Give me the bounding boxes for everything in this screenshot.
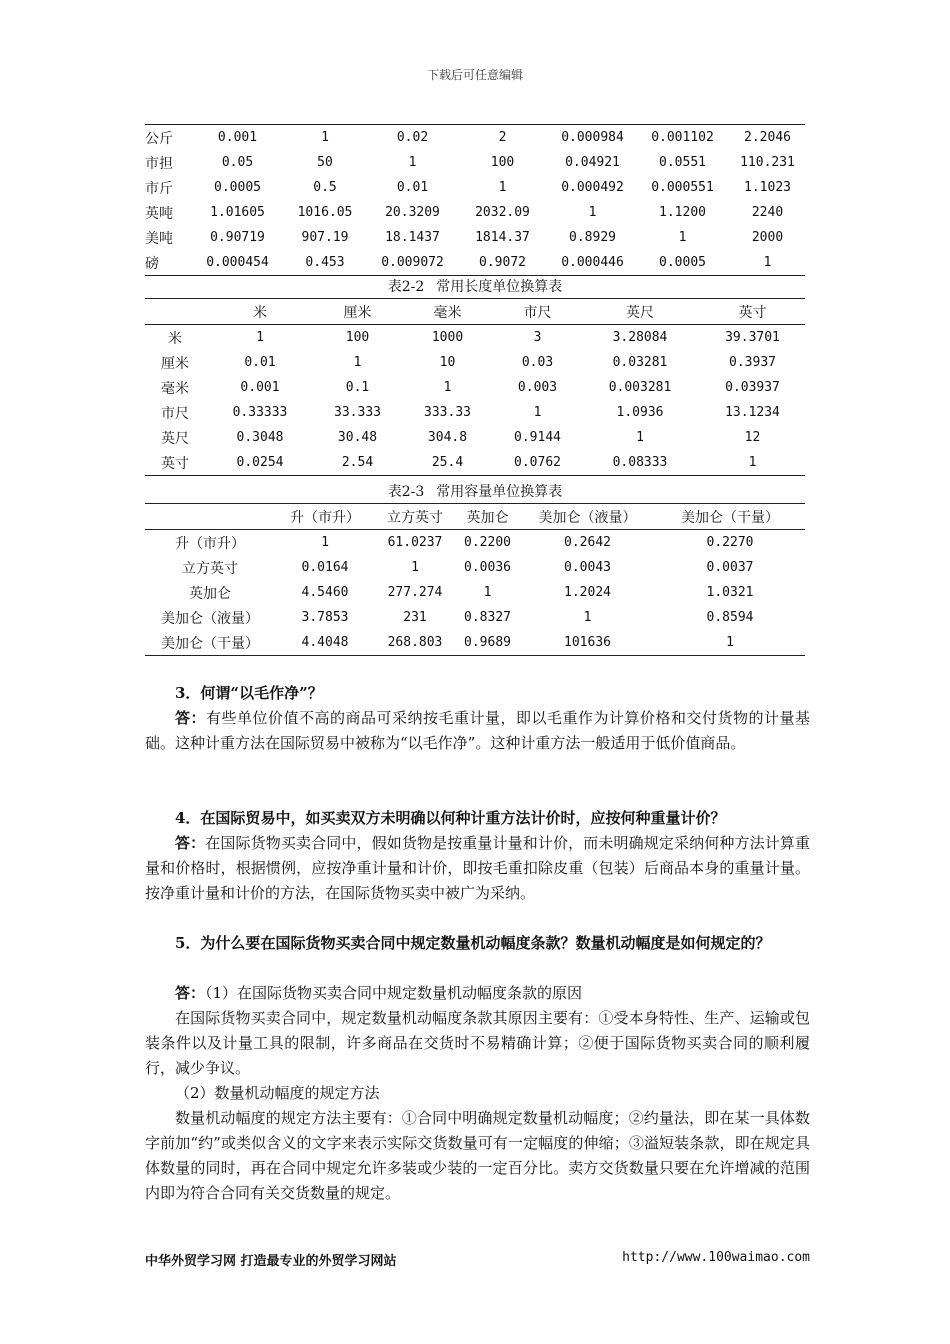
row-label: 市担 xyxy=(145,155,173,172)
table-cell: 1 xyxy=(353,355,362,370)
table-cell: 2000 xyxy=(751,230,784,245)
table-cell: 0.90719 xyxy=(210,230,265,245)
table-cell: 0.03 xyxy=(521,355,554,370)
table-cell: 0.2200 xyxy=(464,535,511,550)
table-row xyxy=(145,605,805,630)
table-row xyxy=(145,580,805,605)
question-3-answer: 答：有些单位价值不高的商品可采纳按毛重计量，即以毛重作为计算价格和交付货物的计量基础。这种计重方法在国际贸易中被称为“以毛作净”。这种计重方法一般适用于低价值商品。 xyxy=(145,709,810,752)
column-header xyxy=(145,299,205,325)
table-cell: 0.3048 xyxy=(236,430,284,445)
table-cell: 1.01605 xyxy=(210,205,265,220)
table-cell: 10 xyxy=(439,355,456,370)
table-cell: 1 xyxy=(321,535,329,550)
table-cell: 110.231 xyxy=(740,155,795,170)
table-cell: 12 xyxy=(744,430,761,445)
column-header: 市尺 xyxy=(495,299,580,325)
column-header: 英尺 xyxy=(580,299,700,325)
column-header: 毫米 xyxy=(400,299,495,325)
table-row xyxy=(145,225,805,250)
footer-site-name: 中华外贸学习网 打造最专业的外贸学习网站 xyxy=(145,1254,397,1269)
table-row xyxy=(145,530,805,556)
table-row xyxy=(145,325,805,351)
row-label: 厘米 xyxy=(161,355,189,372)
table-row xyxy=(145,425,805,450)
column-header xyxy=(145,504,275,530)
table-cell: 3.28084 xyxy=(612,330,668,345)
table-cell: 0.3937 xyxy=(729,355,776,370)
table-cell: 0.04921 xyxy=(565,155,620,170)
table-cell: 333.33 xyxy=(424,405,471,420)
table-cell: 0.9144 xyxy=(514,430,561,445)
table-cell: 0.0037 xyxy=(706,560,754,575)
table-cell: 1814.37 xyxy=(475,230,530,245)
table3-caption-title: 常用容量单位换算表 xyxy=(436,484,563,500)
table-row xyxy=(145,125,805,151)
table-cell: 231 xyxy=(403,610,427,625)
table-cell: 907.19 xyxy=(301,230,349,245)
row-label: 市斤 xyxy=(145,180,173,197)
table-cell: 0.9689 xyxy=(464,635,511,650)
question-4-title: 4．在国际贸易中，如买卖双方未明确以何种计重方法计价时，应按何种重量计价？ xyxy=(175,809,726,827)
table-row xyxy=(145,400,805,425)
column-header: 美加仑（干量） xyxy=(655,504,805,530)
table-cell: 2032.09 xyxy=(475,205,530,220)
table-cell: 1 xyxy=(763,255,772,270)
page-header: 下载后可任意编辑 xyxy=(426,68,523,82)
table-cell: 0.2270 xyxy=(706,535,754,550)
table-cell: 2240 xyxy=(751,205,784,220)
table-cell: 0.001102 xyxy=(651,130,714,145)
table-cell: 268.803 xyxy=(387,635,443,650)
table-cell: 0.08333 xyxy=(612,455,668,470)
table-cell: 1 xyxy=(678,230,687,245)
table-cell: 1016.05 xyxy=(297,205,353,220)
table-cell: 1 xyxy=(588,205,597,220)
table-cell: 101636 xyxy=(564,635,611,650)
table-cell: 13.1234 xyxy=(725,405,780,420)
table-cell: 0.003 xyxy=(517,380,558,395)
table2-caption-number: 表2-2 xyxy=(387,279,425,295)
table-cell: 0.2642 xyxy=(564,535,611,550)
row-label: 升（市升） xyxy=(175,535,245,552)
table-cell: 0.03937 xyxy=(725,380,780,395)
capacity-conversion-table xyxy=(145,503,805,656)
table-row xyxy=(145,630,805,656)
table-cell: 2 xyxy=(498,130,507,145)
table-cell: 1.1023 xyxy=(744,180,791,195)
table-cell: 1.2024 xyxy=(564,585,611,600)
table-cell: 1 xyxy=(498,180,507,195)
table-cell: 0.0005 xyxy=(659,255,706,270)
table-cell: 1.1200 xyxy=(659,205,706,220)
footer-url[interactable]: http://www.100waimao.com xyxy=(622,1250,810,1265)
table-cell: 0.000984 xyxy=(561,130,624,145)
table-cell: 0.8929 xyxy=(569,230,616,245)
answer-label: 答： xyxy=(175,984,206,1002)
table-cell: 0.003281 xyxy=(608,380,672,395)
table2-caption-title: 常用长度单位换算表 xyxy=(436,279,563,295)
answer-label: 答： xyxy=(175,709,206,727)
table-cell: 3 xyxy=(533,330,542,345)
row-label: 美加仑（干量） xyxy=(161,635,259,652)
table-cell: 0.0164 xyxy=(301,560,349,575)
question-4-answer: 答：在国际货物买卖合同中，假如货物是按重量计量和计价，而未明确规定采纳何种方法计算重量和价格时，根据惯例，应按净重计量和计价，即按毛重扣除皮重（包装）后商品本身的重量计量。按净重计量和计价的方法，在国际货物买卖中被广为采纳。 xyxy=(145,834,810,902)
table-cell: 0.1 xyxy=(345,380,370,395)
table-cell: 0.001 xyxy=(217,130,258,145)
table-cell: 100 xyxy=(490,155,515,170)
table-row xyxy=(145,200,805,225)
table-cell: 277.274 xyxy=(387,585,443,600)
table-cell: 0.0043 xyxy=(564,560,611,575)
table-row xyxy=(145,375,805,400)
table-cell: 0.0036 xyxy=(464,560,511,575)
column-header: 厘米 xyxy=(315,299,400,325)
table-cell: 0.001 xyxy=(240,380,280,395)
table-cell: 0.453 xyxy=(305,255,345,270)
table-row xyxy=(145,250,805,276)
table-cell: 0.8594 xyxy=(706,610,754,625)
table-cell: 1 xyxy=(411,560,419,575)
table-cell: 0.8327 xyxy=(464,610,511,625)
question-5-paragraph-2: 数量机动幅度的规定方法主要有：①合同中明确规定数量机动幅度；②约量法，即在某一具体数字前加“约”或类似含义的文字来表示实际交货数量可有一定幅度的伸缩；③溢短装条款，即在规定具体数量的同时，再在合同中规定允许多装或少装的一定百分比。卖方交货数量只要在允许增减的范围内即为符合合同有关交货数量的规定。 xyxy=(145,1109,810,1202)
row-label: 磅 xyxy=(145,255,159,272)
table-cell: 1 xyxy=(748,455,757,470)
table-cell: 4.4048 xyxy=(301,635,349,650)
table-cell: 1 xyxy=(256,330,264,345)
row-label: 英尺 xyxy=(161,430,189,447)
table-cell: 0.0762 xyxy=(514,455,561,470)
table-cell: 30.48 xyxy=(337,430,378,445)
table-cell: 0.000454 xyxy=(206,255,269,270)
table-cell: 1000 xyxy=(431,330,464,345)
table-cell: 0.000446 xyxy=(561,255,624,270)
row-label: 英加仑 xyxy=(189,585,231,602)
table-cell: 0.01 xyxy=(396,180,429,195)
row-label: 米 xyxy=(168,330,182,347)
table-cell: 4.5460 xyxy=(301,585,349,600)
table-cell: 0.000492 xyxy=(561,180,624,195)
table-cell: 0.9072 xyxy=(479,255,526,270)
table-cell: 1 xyxy=(408,155,417,170)
table-cell: 0.009072 xyxy=(381,255,444,270)
table-cell: 0.03281 xyxy=(612,355,668,370)
row-label: 公斤 xyxy=(145,130,173,147)
row-label: 市尺 xyxy=(161,405,189,422)
table-row xyxy=(145,555,805,580)
table2-caption xyxy=(145,276,805,296)
table-cell: 0.0551 xyxy=(659,155,706,170)
table-cell: 1 xyxy=(583,610,592,625)
weight-conversion-table xyxy=(145,124,805,276)
column-header: 立方英寸 xyxy=(375,504,455,530)
question-5-subheading-2: （2）数量机动幅度的规定方法 xyxy=(175,1084,380,1102)
table-cell: 0.02 xyxy=(396,130,429,145)
row-label: 英吨 xyxy=(145,205,173,222)
table-cell: 1 xyxy=(636,430,644,445)
table-row xyxy=(145,150,805,175)
length-conversion-table xyxy=(145,298,805,476)
column-header: 升（市升） xyxy=(275,504,375,530)
table-cell: 1 xyxy=(533,405,542,420)
table3-caption-number: 表2-3 xyxy=(387,484,425,500)
table-cell: 0.33333 xyxy=(232,405,288,420)
table-cell: 39.3701 xyxy=(725,330,780,345)
table-cell: 25.4 xyxy=(431,455,464,470)
table-cell: 3.7853 xyxy=(301,610,349,625)
table-cell: 20.3209 xyxy=(385,205,440,220)
row-label: 立方英寸 xyxy=(182,560,238,577)
table-cell: 2.2046 xyxy=(744,130,791,145)
column-header: 米 xyxy=(205,299,315,325)
table-cell: 1 xyxy=(443,380,452,395)
table-cell: 1 xyxy=(321,130,329,145)
table-cell: 0.000551 xyxy=(651,180,714,195)
table3-caption xyxy=(145,481,805,501)
table-cell: 100 xyxy=(345,330,370,345)
table-row xyxy=(145,350,805,375)
table-row xyxy=(145,175,805,200)
table-cell: 18.1437 xyxy=(385,230,440,245)
question-5-paragraph-1: 在国际货物买卖合同中，规定数量机动幅度条款其原因主要有：①受本身特性、生产、运输或包装条件以及计量工具的限制，许多商品在交货时不易精确计算；②便于国际货物买卖合同的顺利履行，减少争议。 xyxy=(145,1009,810,1077)
table-cell: 0.0254 xyxy=(236,455,284,470)
table-cell: 50 xyxy=(317,155,333,170)
table-cell: 33.333 xyxy=(334,405,381,420)
table-cell: 61.0237 xyxy=(387,535,443,550)
row-label: 美吨 xyxy=(145,230,173,247)
row-label: 美加仑（液量） xyxy=(161,610,259,627)
table-cell: 1 xyxy=(483,585,492,600)
table-cell: 0.05 xyxy=(221,155,254,170)
column-header: 美加仑（液量） xyxy=(520,504,655,530)
table-cell: 1.0321 xyxy=(706,585,754,600)
column-header: 英寸 xyxy=(700,299,805,325)
table-cell: 304.8 xyxy=(427,430,468,445)
table-cell: 2.54 xyxy=(341,455,374,470)
table-cell: 0.0005 xyxy=(214,180,261,195)
row-label: 英寸 xyxy=(161,455,189,472)
column-header: 英加仑 xyxy=(455,504,520,530)
table-cell: 0.5 xyxy=(313,180,337,195)
question-3-title: 3．何谓“以毛作净”？ xyxy=(175,684,323,702)
question-5-answer-head: 答：（1）在国际货物买卖合同中规定数量机动幅度条款的原因 xyxy=(175,984,583,1002)
table-cell: 0.01 xyxy=(244,355,276,370)
table-cell: 1 xyxy=(726,635,734,650)
row-label: 毫米 xyxy=(161,380,189,397)
table-cell: 1.0936 xyxy=(616,405,664,420)
table-row xyxy=(145,450,805,476)
answer-label: 答： xyxy=(175,834,206,852)
question-5-title: 5．为什么要在国际货物买卖合同中规定数量机动幅度条款？数量机动幅度是如何规定的？ xyxy=(175,934,771,952)
